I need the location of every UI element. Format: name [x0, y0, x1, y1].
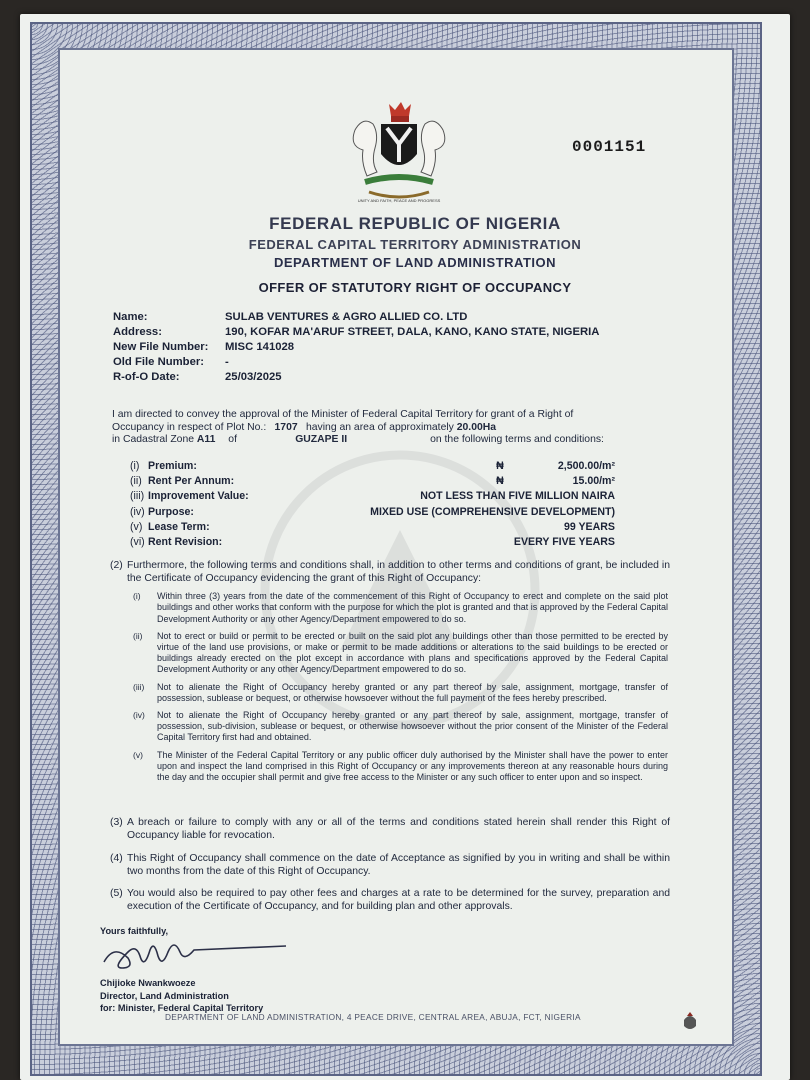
meta-label: Address: [113, 326, 162, 338]
district: GUZAPE II [295, 434, 348, 446]
paragraph-number: (3) [110, 817, 123, 828]
subclause-number: (ii) [133, 630, 143, 641]
header-line-2: FEDERAL CAPITAL TERRITORY ADMINISTRATION [248, 237, 582, 252]
subclause-text: Not to erect or build or permit to be erected or built on the said plot any buildings other than those permitted to be erected by virtue of the land use provisions, or make or permit to be made additions or alterations to the said buildings to be erected or buildings already erected on the plot except in accordance with plans and specifications approved by the Federal Capital Development Authority or any other Agency/Department empowered to do so. [157, 630, 668, 675]
intro-line-1: I am directed to convey the approval of the Minister of Federal Capital Territory for grant of a Right of [112, 409, 574, 420]
subclause-iv [132, 710, 668, 744]
term-label: Purpose: [148, 505, 194, 518]
intro-text: Occupancy in respect of Plot No.: [112, 421, 267, 433]
subclause-number: (iii) [133, 681, 145, 692]
meta-value: - [225, 356, 229, 368]
document-title: OFFER OF STATUTORY RIGHT OF OCCUPANCY [258, 280, 572, 295]
term-label: Improvement Value: [148, 490, 249, 503]
term-label: Rent Per Annum: [148, 474, 235, 487]
term-row-rent-revision [130, 534, 615, 549]
term-label: Premium: [148, 459, 197, 472]
signatory-for: for: Minister, Federal Capital Territory [100, 1003, 264, 1013]
terms-list [130, 458, 615, 550]
meta-value: 25/03/2025 [225, 371, 282, 383]
paragraph-4 [110, 853, 670, 878]
signature-scribble [100, 938, 310, 974]
plot-number: 1707 [274, 421, 298, 433]
meta-value: SULAB VENTURES & AGRO ALLIED CO. LTD [225, 311, 468, 323]
paragraph-text: Furthermore, the following terms and conditions shall, in addition to other terms and conditions of grant, be included in the Certificate of Occupancy evidencing the grant of this Right of Occupancy: [127, 560, 670, 584]
intro-line-3 [112, 434, 652, 447]
subclause-iii [132, 682, 668, 704]
signature-block [100, 925, 400, 1015]
header-line-3: DEPARTMENT OF LAND ADMINISTRATION [273, 255, 557, 270]
meta-row-old-file-number [113, 356, 673, 371]
recipient-details [113, 311, 673, 386]
term-row-premium [130, 458, 615, 473]
term-row-rent [130, 473, 615, 488]
intro-text: in Cadastral Zone [112, 434, 195, 446]
subclause-text: The Minister of the Federal Capital Territory or any public officer duly authorised by the Minister shall have the power to enter upon and inspect the land comprised in this Right of Occupancy or any improvements thereon at any reasonable hours during the day and the occupier shall permit and give free access to the Minister or any such officer to enter upon and so inspect. [157, 749, 668, 783]
serial-number: 0001151 [572, 138, 647, 156]
term-number: (iv) [130, 505, 145, 518]
term-label: Lease Term: [148, 520, 210, 533]
intro-line-2 [112, 422, 652, 435]
term-number: (ii) [130, 474, 142, 487]
meta-row-name [113, 311, 673, 326]
meta-label: R-of-O Date: [113, 371, 180, 383]
coat-of-arms-emblem [335, 96, 463, 206]
subclause-v [132, 750, 668, 784]
intro-text: of [228, 434, 237, 446]
meta-row-address [113, 326, 673, 341]
term-row-purpose [130, 504, 615, 519]
subclause-i [132, 591, 668, 625]
term-number: (iii) [130, 490, 145, 503]
meta-value: 190, KOFAR MA'ARUF STREET, DALA, KANO, KANO STATE, NIGERIA [225, 326, 600, 338]
paragraph-2 [110, 560, 670, 783]
cadastral-zone: A11 [196, 434, 216, 446]
paragraph-number: (5) [110, 888, 123, 899]
term-number: (vi) [130, 536, 145, 549]
subclause-number: (v) [133, 749, 143, 760]
term-row-lease-term [130, 519, 615, 534]
subclause-text: Within three (3) years from the date of the commencement of this Right of Occupancy to erect and complete on the said plot buildings and other works that conform with the purpose for which the plot is granted and that is approved by the Federal Capital Development Authority or any other Agency/Department empowered to do so. [157, 591, 668, 624]
closing-text: Yours faithfully, [100, 926, 169, 936]
document-header [110, 214, 720, 295]
paragraph-5 [110, 888, 670, 913]
paragraph-3 [110, 817, 670, 842]
paragraph-number: (4) [110, 853, 123, 864]
paragraph-text: This Right of Occupancy shall commence on the date of Acceptance as signified by you in writing and shall be within two months from the date of this Right of Occupancy. [127, 853, 670, 877]
plot-area: 20.00Ha [456, 421, 497, 433]
meta-label: Old File Number: [113, 356, 205, 368]
term-value: NOT LESS THAN FIVE MILLION NAIRA [420, 490, 615, 503]
term-number: (v) [130, 520, 143, 533]
intro-text: on the following terms and conditions: [430, 434, 604, 446]
emblem-motto: UNITY AND FAITH, PEACE AND PROGRESS [357, 198, 441, 203]
naira-symbol: ₦ [496, 474, 504, 487]
meta-label: New File Number: [113, 341, 209, 353]
subclause-number: (i) [133, 591, 141, 602]
subclause-text: Not to alienate the Right of Occupancy hereby granted or any part thereof by sale, assignment, mortgage, transfer of possession, sub-division, sublease or bequest, or otherwise howsoever without the prior consent of the Minister of the Federal Capital Territory first had and obtained. [157, 710, 668, 743]
term-number: (i) [130, 459, 140, 472]
paragraph-text: You would also be required to pay other fees and charges at a rate to be determined for the survey, preparation and execution of the Certificate of Occupancy, and for building plan and other approvals. [127, 888, 670, 912]
subclause-number: (iv) [133, 710, 145, 721]
intro-text: having an area of approximately [305, 421, 454, 433]
paragraph-text: A breach or failure to comply with any or all of the terms and conditions stated herein shall render this Right of Occupancy liable for revocation. [127, 817, 670, 841]
header-line-1: FEDERAL REPUBLIC OF NIGERIA [269, 214, 561, 233]
footer-address: DEPARTMENT OF LAND ADMINISTRATION, 4 PEACE DRIVE, CENTRAL AREA, ABUJA, FCT, NIGERIA [165, 1012, 581, 1022]
meta-row-new-file-number [113, 341, 673, 356]
paragraph-number: (2) [110, 560, 123, 571]
meta-row-rofo-date [113, 371, 673, 386]
signatory-title: Director, Land Administration [100, 990, 229, 1001]
subclause-text: Not to alienate the Right of Occupancy hereby granted or any part thereof by sale, assignment, mortgage, transfer of possession, sublease or bequest, or otherwise howsoever without the full payment of the fees hereby prescribed. [157, 681, 668, 703]
naira-symbol: ₦ [496, 459, 504, 472]
term-row-improvement [130, 489, 615, 504]
meta-value: MISC 141028 [225, 341, 295, 353]
term-value: MIXED USE (COMPREHENSIVE DEVELOPMENT) [370, 505, 615, 518]
term-value: 2,500.00/m² [557, 459, 615, 472]
subclause-ii [132, 631, 668, 676]
intro-paragraph [112, 409, 652, 447]
term-value: 99 YEARS [563, 520, 615, 533]
term-label: Rent Revision: [148, 536, 223, 549]
term-value: EVERY FIVE YEARS [513, 536, 615, 549]
signatory-name: Chijioke Nwankwoeze [100, 978, 196, 988]
meta-label: Name: [113, 311, 148, 323]
footer-emblem-icon [678, 1010, 702, 1034]
term-value: 15.00/m² [572, 474, 615, 487]
